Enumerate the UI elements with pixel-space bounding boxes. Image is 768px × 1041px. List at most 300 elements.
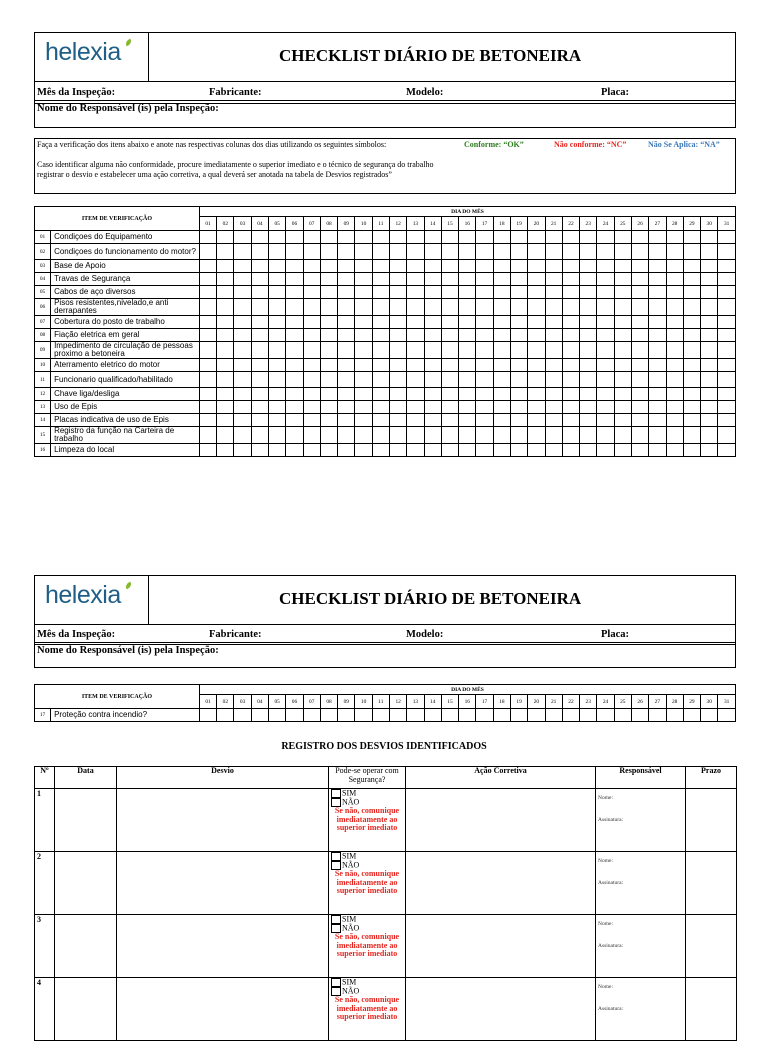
check-cell[interactable] (320, 260, 337, 273)
check-cell[interactable] (234, 444, 251, 457)
check-cell[interactable] (355, 359, 372, 372)
check-cell[interactable] (580, 260, 597, 273)
check-cell[interactable] (701, 244, 718, 260)
check-cell[interactable] (269, 444, 286, 457)
check-cell[interactable] (649, 388, 666, 401)
check-cell[interactable] (718, 342, 736, 359)
check-cell[interactable] (666, 444, 683, 457)
check-cell[interactable] (510, 329, 527, 342)
check-cell[interactable] (528, 299, 545, 316)
check-cell[interactable] (476, 444, 493, 457)
check-cell[interactable] (562, 427, 579, 444)
check-cell[interactable] (286, 299, 303, 316)
check-cell[interactable] (372, 316, 389, 329)
check-cell[interactable] (251, 709, 268, 722)
check-cell[interactable] (718, 329, 736, 342)
check-cell[interactable] (390, 388, 407, 401)
check-cell[interactable] (701, 316, 718, 329)
check-cell[interactable] (701, 260, 718, 273)
check-cell[interactable] (217, 427, 234, 444)
check-cell[interactable] (269, 329, 286, 342)
check-cell[interactable] (718, 260, 736, 273)
check-cell[interactable] (614, 342, 631, 359)
check-cell[interactable] (459, 260, 476, 273)
check-cell[interactable] (424, 342, 441, 359)
check-cell[interactable] (355, 329, 372, 342)
check-cell[interactable] (303, 231, 320, 244)
check-cell[interactable] (355, 414, 372, 427)
reg-prazo-cell[interactable] (686, 852, 737, 915)
check-cell[interactable] (649, 401, 666, 414)
check-cell[interactable] (701, 709, 718, 722)
check-cell[interactable] (683, 401, 700, 414)
check-cell[interactable] (510, 372, 527, 388)
check-cell[interactable] (718, 299, 736, 316)
check-cell[interactable] (666, 414, 683, 427)
check-cell[interactable] (286, 244, 303, 260)
check-cell[interactable] (217, 359, 234, 372)
check-cell[interactable] (217, 388, 234, 401)
check-cell[interactable] (493, 231, 510, 244)
check-cell[interactable] (562, 273, 579, 286)
check-cell[interactable] (528, 329, 545, 342)
check-cell[interactable] (407, 401, 424, 414)
check-cell[interactable] (580, 414, 597, 427)
check-cell[interactable] (251, 316, 268, 329)
check-cell[interactable] (683, 273, 700, 286)
check-cell[interactable] (718, 273, 736, 286)
check-cell[interactable] (614, 244, 631, 260)
check-cell[interactable] (545, 299, 562, 316)
check-cell[interactable] (372, 372, 389, 388)
check-cell[interactable] (199, 231, 216, 244)
check-cell[interactable] (338, 444, 355, 457)
check-cell[interactable] (251, 359, 268, 372)
check-cell[interactable] (683, 244, 700, 260)
check-cell[interactable] (441, 299, 458, 316)
check-cell[interactable] (528, 359, 545, 372)
check-cell[interactable] (666, 401, 683, 414)
check-cell[interactable] (476, 273, 493, 286)
check-cell[interactable] (562, 342, 579, 359)
check-cell[interactable] (683, 231, 700, 244)
check-cell[interactable] (338, 244, 355, 260)
check-cell[interactable] (269, 231, 286, 244)
check-cell[interactable] (372, 260, 389, 273)
check-cell[interactable] (580, 316, 597, 329)
check-cell[interactable] (424, 273, 441, 286)
check-cell[interactable] (234, 427, 251, 444)
check-cell[interactable] (597, 359, 614, 372)
check-cell[interactable] (286, 260, 303, 273)
check-cell[interactable] (320, 401, 337, 414)
check-cell[interactable] (407, 427, 424, 444)
check-cell[interactable] (528, 709, 545, 722)
check-cell[interactable] (459, 316, 476, 329)
check-cell[interactable] (476, 401, 493, 414)
check-cell[interactable] (320, 342, 337, 359)
check-cell[interactable] (424, 414, 441, 427)
check-cell[interactable] (562, 231, 579, 244)
check-cell[interactable] (493, 329, 510, 342)
check-cell[interactable] (597, 244, 614, 260)
check-cell[interactable] (580, 372, 597, 388)
check-cell[interactable] (338, 316, 355, 329)
check-cell[interactable] (251, 260, 268, 273)
check-cell[interactable] (597, 316, 614, 329)
check-cell[interactable] (286, 444, 303, 457)
check-cell[interactable] (441, 260, 458, 273)
check-cell[interactable] (355, 273, 372, 286)
check-cell[interactable] (320, 244, 337, 260)
check-cell[interactable] (390, 316, 407, 329)
reg-data-cell[interactable] (55, 789, 117, 852)
check-cell[interactable] (338, 388, 355, 401)
check-cell[interactable] (303, 388, 320, 401)
check-cell[interactable] (510, 427, 527, 444)
check-cell[interactable] (493, 359, 510, 372)
reg-acao-cell[interactable] (406, 852, 596, 915)
check-cell[interactable] (701, 342, 718, 359)
sim-checkbox[interactable] (331, 978, 341, 987)
check-cell[interactable] (510, 709, 527, 722)
check-cell[interactable] (562, 709, 579, 722)
check-cell[interactable] (701, 372, 718, 388)
check-cell[interactable] (545, 427, 562, 444)
check-cell[interactable] (390, 372, 407, 388)
check-cell[interactable] (217, 444, 234, 457)
check-cell[interactable] (338, 709, 355, 722)
check-cell[interactable] (441, 427, 458, 444)
check-cell[interactable] (510, 342, 527, 359)
reg-prazo-cell[interactable] (686, 789, 737, 852)
check-cell[interactable] (424, 372, 441, 388)
check-cell[interactable] (683, 286, 700, 299)
check-cell[interactable] (718, 286, 736, 299)
check-cell[interactable] (545, 329, 562, 342)
check-cell[interactable] (528, 444, 545, 457)
check-cell[interactable] (510, 359, 527, 372)
check-cell[interactable] (338, 359, 355, 372)
check-cell[interactable] (217, 244, 234, 260)
check-cell[interactable] (390, 427, 407, 444)
check-cell[interactable] (476, 359, 493, 372)
check-cell[interactable] (718, 388, 736, 401)
check-cell[interactable] (441, 444, 458, 457)
check-cell[interactable] (303, 316, 320, 329)
reg-desvio-cell[interactable] (117, 915, 329, 978)
check-cell[interactable] (597, 273, 614, 286)
check-cell[interactable] (199, 388, 216, 401)
check-cell[interactable] (355, 401, 372, 414)
check-cell[interactable] (683, 260, 700, 273)
check-cell[interactable] (424, 286, 441, 299)
check-cell[interactable] (269, 372, 286, 388)
check-cell[interactable] (631, 372, 648, 388)
check-cell[interactable] (199, 260, 216, 273)
check-cell[interactable] (355, 260, 372, 273)
check-cell[interactable] (562, 316, 579, 329)
check-cell[interactable] (701, 414, 718, 427)
check-cell[interactable] (510, 414, 527, 427)
check-cell[interactable] (390, 244, 407, 260)
check-cell[interactable] (234, 388, 251, 401)
check-cell[interactable] (338, 401, 355, 414)
check-cell[interactable] (614, 709, 631, 722)
check-cell[interactable] (476, 299, 493, 316)
check-cell[interactable] (424, 244, 441, 260)
check-cell[interactable] (286, 273, 303, 286)
check-cell[interactable] (649, 316, 666, 329)
check-cell[interactable] (390, 709, 407, 722)
check-cell[interactable] (701, 444, 718, 457)
check-cell[interactable] (234, 316, 251, 329)
check-cell[interactable] (683, 414, 700, 427)
check-cell[interactable] (666, 273, 683, 286)
check-cell[interactable] (217, 414, 234, 427)
check-cell[interactable] (528, 372, 545, 388)
check-cell[interactable] (303, 427, 320, 444)
check-cell[interactable] (372, 342, 389, 359)
reg-acao-cell[interactable] (406, 915, 596, 978)
reg-data-cell[interactable] (55, 852, 117, 915)
check-cell[interactable] (459, 299, 476, 316)
check-cell[interactable] (459, 342, 476, 359)
check-cell[interactable] (320, 427, 337, 444)
check-cell[interactable] (199, 414, 216, 427)
check-cell[interactable] (441, 372, 458, 388)
check-cell[interactable] (683, 342, 700, 359)
check-cell[interactable] (407, 444, 424, 457)
check-cell[interactable] (510, 260, 527, 273)
check-cell[interactable] (303, 372, 320, 388)
check-cell[interactable] (631, 359, 648, 372)
check-cell[interactable] (614, 414, 631, 427)
check-cell[interactable] (493, 709, 510, 722)
check-cell[interactable] (683, 427, 700, 444)
check-cell[interactable] (493, 427, 510, 444)
check-cell[interactable] (580, 299, 597, 316)
check-cell[interactable] (614, 427, 631, 444)
check-cell[interactable] (372, 414, 389, 427)
check-cell[interactable] (355, 299, 372, 316)
check-cell[interactable] (320, 372, 337, 388)
check-cell[interactable] (666, 709, 683, 722)
check-cell[interactable] (718, 231, 736, 244)
check-cell[interactable] (390, 401, 407, 414)
check-cell[interactable] (372, 231, 389, 244)
check-cell[interactable] (338, 342, 355, 359)
check-cell[interactable] (476, 329, 493, 342)
check-cell[interactable] (407, 329, 424, 342)
check-cell[interactable] (597, 231, 614, 244)
check-cell[interactable] (303, 286, 320, 299)
check-cell[interactable] (338, 427, 355, 444)
check-cell[interactable] (562, 299, 579, 316)
check-cell[interactable] (649, 329, 666, 342)
check-cell[interactable] (269, 273, 286, 286)
check-cell[interactable] (320, 273, 337, 286)
check-cell[interactable] (614, 388, 631, 401)
check-cell[interactable] (286, 329, 303, 342)
check-cell[interactable] (666, 286, 683, 299)
check-cell[interactable] (372, 388, 389, 401)
check-cell[interactable] (372, 401, 389, 414)
check-cell[interactable] (286, 342, 303, 359)
check-cell[interactable] (631, 388, 648, 401)
check-cell[interactable] (390, 342, 407, 359)
check-cell[interactable] (510, 286, 527, 299)
check-cell[interactable] (666, 388, 683, 401)
check-cell[interactable] (441, 342, 458, 359)
check-cell[interactable] (631, 273, 648, 286)
check-cell[interactable] (199, 329, 216, 342)
check-cell[interactable] (683, 388, 700, 401)
check-cell[interactable] (493, 342, 510, 359)
check-cell[interactable] (545, 244, 562, 260)
check-cell[interactable] (476, 709, 493, 722)
check-cell[interactable] (424, 316, 441, 329)
check-cell[interactable] (372, 299, 389, 316)
check-cell[interactable] (372, 709, 389, 722)
check-cell[interactable] (303, 444, 320, 457)
check-cell[interactable] (269, 709, 286, 722)
check-cell[interactable] (286, 401, 303, 414)
check-cell[interactable] (614, 299, 631, 316)
check-cell[interactable] (269, 359, 286, 372)
check-cell[interactable] (493, 388, 510, 401)
check-cell[interactable] (597, 427, 614, 444)
check-cell[interactable] (217, 273, 234, 286)
check-cell[interactable] (441, 244, 458, 260)
check-cell[interactable] (493, 244, 510, 260)
check-cell[interactable] (424, 388, 441, 401)
check-cell[interactable] (683, 709, 700, 722)
check-cell[interactable] (649, 444, 666, 457)
check-cell[interactable] (407, 414, 424, 427)
check-cell[interactable] (320, 316, 337, 329)
check-cell[interactable] (476, 342, 493, 359)
check-cell[interactable] (459, 388, 476, 401)
check-cell[interactable] (390, 359, 407, 372)
check-cell[interactable] (597, 260, 614, 273)
check-cell[interactable] (597, 286, 614, 299)
check-cell[interactable] (631, 286, 648, 299)
check-cell[interactable] (269, 244, 286, 260)
check-cell[interactable] (701, 273, 718, 286)
check-cell[interactable] (545, 444, 562, 457)
check-cell[interactable] (338, 273, 355, 286)
check-cell[interactable] (390, 414, 407, 427)
check-cell[interactable] (580, 342, 597, 359)
check-cell[interactable] (666, 329, 683, 342)
check-cell[interactable] (718, 414, 736, 427)
check-cell[interactable] (476, 316, 493, 329)
check-cell[interactable] (718, 244, 736, 260)
check-cell[interactable] (320, 444, 337, 457)
check-cell[interactable] (217, 401, 234, 414)
check-cell[interactable] (372, 329, 389, 342)
check-cell[interactable] (441, 273, 458, 286)
check-cell[interactable] (649, 342, 666, 359)
check-cell[interactable] (718, 359, 736, 372)
check-cell[interactable] (683, 372, 700, 388)
check-cell[interactable] (493, 414, 510, 427)
check-cell[interactable] (580, 244, 597, 260)
check-cell[interactable] (459, 286, 476, 299)
check-cell[interactable] (355, 372, 372, 388)
check-cell[interactable] (303, 709, 320, 722)
check-cell[interactable] (528, 427, 545, 444)
check-cell[interactable] (683, 444, 700, 457)
check-cell[interactable] (286, 286, 303, 299)
check-cell[interactable] (217, 286, 234, 299)
check-cell[interactable] (476, 286, 493, 299)
sim-checkbox[interactable] (331, 852, 341, 861)
check-cell[interactable] (493, 316, 510, 329)
check-cell[interactable] (545, 273, 562, 286)
check-cell[interactable] (424, 329, 441, 342)
check-cell[interactable] (528, 414, 545, 427)
check-cell[interactable] (528, 388, 545, 401)
check-cell[interactable] (424, 709, 441, 722)
check-cell[interactable] (338, 299, 355, 316)
check-cell[interactable] (666, 260, 683, 273)
check-cell[interactable] (441, 401, 458, 414)
check-cell[interactable] (614, 273, 631, 286)
check-cell[interactable] (199, 299, 216, 316)
check-cell[interactable] (338, 286, 355, 299)
check-cell[interactable] (459, 231, 476, 244)
check-cell[interactable] (407, 299, 424, 316)
check-cell[interactable] (493, 401, 510, 414)
check-cell[interactable] (424, 427, 441, 444)
check-cell[interactable] (199, 316, 216, 329)
check-cell[interactable] (614, 260, 631, 273)
check-cell[interactable] (372, 427, 389, 444)
check-cell[interactable] (666, 299, 683, 316)
reg-prazo-cell[interactable] (686, 978, 737, 1041)
check-cell[interactable] (251, 231, 268, 244)
check-cell[interactable] (303, 359, 320, 372)
check-cell[interactable] (459, 372, 476, 388)
check-cell[interactable] (701, 299, 718, 316)
check-cell[interactable] (649, 372, 666, 388)
check-cell[interactable] (234, 709, 251, 722)
check-cell[interactable] (251, 299, 268, 316)
check-cell[interactable] (718, 427, 736, 444)
check-cell[interactable] (510, 401, 527, 414)
check-cell[interactable] (407, 709, 424, 722)
check-cell[interactable] (217, 231, 234, 244)
check-cell[interactable] (476, 231, 493, 244)
check-cell[interactable] (390, 286, 407, 299)
check-cell[interactable] (580, 444, 597, 457)
check-cell[interactable] (528, 273, 545, 286)
check-cell[interactable] (631, 299, 648, 316)
check-cell[interactable] (269, 401, 286, 414)
check-cell[interactable] (528, 260, 545, 273)
check-cell[interactable] (390, 231, 407, 244)
check-cell[interactable] (476, 244, 493, 260)
check-cell[interactable] (649, 273, 666, 286)
check-cell[interactable] (251, 273, 268, 286)
check-cell[interactable] (320, 286, 337, 299)
check-cell[interactable] (251, 244, 268, 260)
check-cell[interactable] (407, 273, 424, 286)
check-cell[interactable] (407, 388, 424, 401)
check-cell[interactable] (407, 260, 424, 273)
